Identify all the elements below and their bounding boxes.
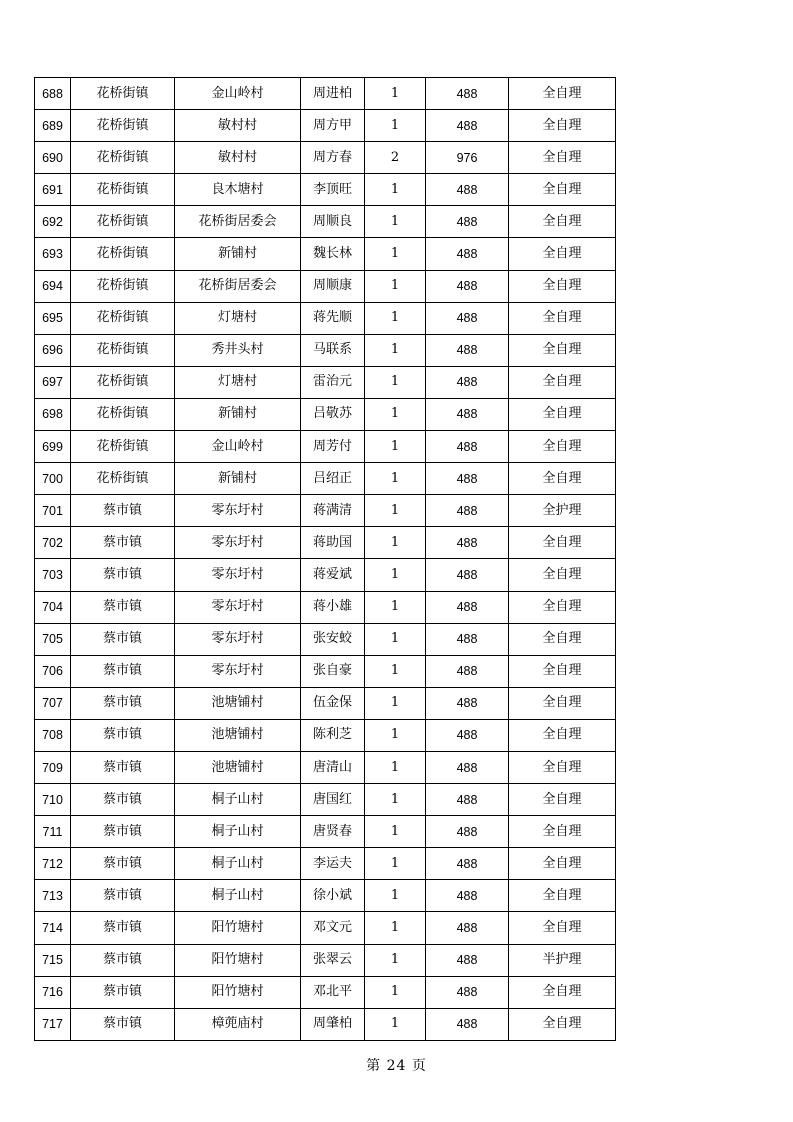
cell-index: 692 [35, 206, 71, 238]
table-row [35, 142, 616, 174]
table-row [35, 719, 616, 751]
cell-village: 灯塘村 [175, 302, 301, 334]
cell-care-type: 全自理 [509, 206, 616, 238]
cell-amount: 976 [426, 142, 509, 174]
cell-amount: 488 [426, 623, 509, 655]
cell-town: 花桥街镇 [71, 238, 175, 270]
cell-village: 池塘铺村 [175, 751, 301, 783]
cell-village: 桐子山村 [175, 784, 301, 816]
cell-amount: 488 [426, 880, 509, 912]
table-row [35, 944, 616, 976]
cell-count: 1 [365, 398, 426, 430]
cell-count: 1 [365, 880, 426, 912]
cell-village: 敏村村 [175, 142, 301, 174]
cell-amount: 488 [426, 495, 509, 527]
cell-care-type: 全自理 [509, 848, 616, 880]
cell-name: 唐贤春 [301, 816, 365, 848]
table-row [35, 495, 616, 527]
cell-count: 1 [365, 912, 426, 944]
cell-count: 1 [365, 623, 426, 655]
cell-care-type: 全自理 [509, 463, 616, 495]
cell-care-type: 全自理 [509, 655, 616, 687]
cell-village: 零东圩村 [175, 495, 301, 527]
cell-town: 花桥街镇 [71, 463, 175, 495]
cell-name: 周肇柏 [301, 1008, 365, 1040]
cell-name: 吕绍正 [301, 463, 365, 495]
cell-care-type: 全自理 [509, 431, 616, 463]
cell-name: 雷治元 [301, 366, 365, 398]
cell-village: 新铺村 [175, 463, 301, 495]
cell-index: 695 [35, 302, 71, 334]
cell-care-type: 全自理 [509, 1008, 616, 1040]
cell-amount: 488 [426, 912, 509, 944]
table-row [35, 880, 616, 912]
cell-care-type: 全自理 [509, 880, 616, 912]
cell-index: 705 [35, 623, 71, 655]
cell-index: 688 [35, 78, 71, 110]
cell-town: 蔡市镇 [71, 1008, 175, 1040]
cell-index: 693 [35, 238, 71, 270]
cell-care-type: 全自理 [509, 976, 616, 1008]
cell-village: 花桥街居委会 [175, 206, 301, 238]
cell-town: 蔡市镇 [71, 591, 175, 623]
table-row [35, 1008, 616, 1040]
cell-amount: 488 [426, 559, 509, 591]
cell-town: 蔡市镇 [71, 751, 175, 783]
cell-name: 吕敬苏 [301, 398, 365, 430]
cell-count: 1 [365, 655, 426, 687]
cell-name: 周顺康 [301, 270, 365, 302]
cell-name: 张翠云 [301, 944, 365, 976]
cell-count: 1 [365, 784, 426, 816]
cell-index: 704 [35, 591, 71, 623]
cell-name: 周芳付 [301, 431, 365, 463]
cell-index: 713 [35, 880, 71, 912]
cell-town: 花桥街镇 [71, 334, 175, 366]
cell-name: 张自豪 [301, 655, 365, 687]
cell-name: 伍金保 [301, 687, 365, 719]
cell-name: 李运夫 [301, 848, 365, 880]
cell-count: 1 [365, 816, 426, 848]
cell-care-type: 全护理 [509, 495, 616, 527]
table-row [35, 527, 616, 559]
cell-village: 樟蔸庙村 [175, 1008, 301, 1040]
cell-care-type: 全自理 [509, 270, 616, 302]
cell-village: 金山岭村 [175, 78, 301, 110]
cell-name: 陈利芝 [301, 719, 365, 751]
cell-count: 1 [365, 848, 426, 880]
cell-amount: 488 [426, 751, 509, 783]
cell-amount: 488 [426, 398, 509, 430]
cell-care-type: 全自理 [509, 78, 616, 110]
cell-care-type: 全自理 [509, 238, 616, 270]
cell-count: 1 [365, 110, 426, 142]
cell-name: 唐清山 [301, 751, 365, 783]
table-row [35, 655, 616, 687]
cell-amount: 488 [426, 655, 509, 687]
cell-village: 灯塘村 [175, 366, 301, 398]
cell-amount: 488 [426, 78, 509, 110]
cell-index: 701 [35, 495, 71, 527]
cell-amount: 488 [426, 527, 509, 559]
cell-care-type: 全自理 [509, 816, 616, 848]
cell-count: 1 [365, 431, 426, 463]
cell-name: 徐小斌 [301, 880, 365, 912]
cell-care-type: 全自理 [509, 366, 616, 398]
cell-amount: 488 [426, 270, 509, 302]
table-row [35, 431, 616, 463]
cell-care-type: 全自理 [509, 591, 616, 623]
cell-index: 714 [35, 912, 71, 944]
cell-town: 蔡市镇 [71, 976, 175, 1008]
cell-village: 敏村村 [175, 110, 301, 142]
cell-town: 蔡市镇 [71, 784, 175, 816]
cell-town: 花桥街镇 [71, 398, 175, 430]
table-row [35, 848, 616, 880]
table-row [35, 78, 616, 110]
cell-name: 魏长林 [301, 238, 365, 270]
table-row [35, 751, 616, 783]
cell-village: 桐子山村 [175, 816, 301, 848]
cell-village: 零东圩村 [175, 623, 301, 655]
cell-care-type: 全自理 [509, 623, 616, 655]
cell-town: 蔡市镇 [71, 848, 175, 880]
cell-village: 零东圩村 [175, 655, 301, 687]
cell-index: 709 [35, 751, 71, 783]
cell-amount: 488 [426, 784, 509, 816]
cell-count: 1 [365, 238, 426, 270]
cell-index: 698 [35, 398, 71, 430]
table-row [35, 398, 616, 430]
cell-village: 阳竹塘村 [175, 976, 301, 1008]
cell-index: 715 [35, 944, 71, 976]
cell-count: 1 [365, 751, 426, 783]
cell-count: 1 [365, 495, 426, 527]
table-row [35, 687, 616, 719]
cell-town: 蔡市镇 [71, 655, 175, 687]
cell-amount: 488 [426, 719, 509, 751]
cell-village: 池塘铺村 [175, 687, 301, 719]
table-row [35, 366, 616, 398]
cell-village: 新铺村 [175, 398, 301, 430]
cell-index: 691 [35, 174, 71, 206]
cell-count: 2 [365, 142, 426, 174]
cell-name: 周进柏 [301, 78, 365, 110]
cell-village: 阳竹塘村 [175, 912, 301, 944]
cell-count: 1 [365, 463, 426, 495]
cell-count: 1 [365, 559, 426, 591]
cell-index: 707 [35, 687, 71, 719]
cell-index: 699 [35, 431, 71, 463]
cell-town: 蔡市镇 [71, 912, 175, 944]
cell-village: 桐子山村 [175, 848, 301, 880]
cell-town: 花桥街镇 [71, 270, 175, 302]
cell-town: 花桥街镇 [71, 78, 175, 110]
cell-amount: 488 [426, 463, 509, 495]
cell-name: 邓北平 [301, 976, 365, 1008]
page-number: 第 24 页 [366, 1058, 427, 1074]
table-row [35, 270, 616, 302]
cell-town: 蔡市镇 [71, 880, 175, 912]
cell-care-type: 全自理 [509, 142, 616, 174]
table-row [35, 591, 616, 623]
cell-name: 蒋先顺 [301, 302, 365, 334]
cell-care-type: 全自理 [509, 719, 616, 751]
cell-amount: 488 [426, 302, 509, 334]
cell-name: 蒋小雄 [301, 591, 365, 623]
cell-town: 花桥街镇 [71, 142, 175, 174]
cell-count: 1 [365, 976, 426, 1008]
cell-name: 周方甲 [301, 110, 365, 142]
cell-village: 零东圩村 [175, 591, 301, 623]
cell-town: 花桥街镇 [71, 431, 175, 463]
cell-index: 706 [35, 655, 71, 687]
cell-town: 蔡市镇 [71, 623, 175, 655]
cell-count: 1 [365, 366, 426, 398]
cell-count: 1 [365, 174, 426, 206]
cell-town: 蔡市镇 [71, 559, 175, 591]
cell-index: 708 [35, 719, 71, 751]
cell-index: 712 [35, 848, 71, 880]
cell-count: 1 [365, 527, 426, 559]
cell-index: 711 [35, 816, 71, 848]
cell-care-type: 全自理 [509, 784, 616, 816]
cell-town: 蔡市镇 [71, 527, 175, 559]
cell-count: 1 [365, 78, 426, 110]
cell-count: 1 [365, 270, 426, 302]
cell-index: 689 [35, 110, 71, 142]
cell-town: 花桥街镇 [71, 366, 175, 398]
table-row [35, 784, 616, 816]
cell-index: 697 [35, 366, 71, 398]
cell-amount: 488 [426, 944, 509, 976]
cell-index: 694 [35, 270, 71, 302]
cell-name: 蒋爱斌 [301, 559, 365, 591]
cell-care-type: 全自理 [509, 751, 616, 783]
cell-amount: 488 [426, 1008, 509, 1040]
cell-name: 蒋助国 [301, 527, 365, 559]
cell-index: 700 [35, 463, 71, 495]
cell-town: 蔡市镇 [71, 944, 175, 976]
cell-amount: 488 [426, 366, 509, 398]
cell-name: 邓文元 [301, 912, 365, 944]
cell-care-type: 全自理 [509, 334, 616, 366]
table-body [35, 78, 616, 1041]
cell-name: 蒋满清 [301, 495, 365, 527]
cell-town: 花桥街镇 [71, 174, 175, 206]
cell-index: 716 [35, 976, 71, 1008]
cell-town: 蔡市镇 [71, 687, 175, 719]
cell-count: 1 [365, 687, 426, 719]
cell-count: 1 [365, 302, 426, 334]
cell-amount: 488 [426, 816, 509, 848]
table-row [35, 334, 616, 366]
cell-town: 蔡市镇 [71, 816, 175, 848]
cell-amount: 488 [426, 431, 509, 463]
cell-care-type: 全自理 [509, 527, 616, 559]
cell-village: 金山岭村 [175, 431, 301, 463]
table-row [35, 302, 616, 334]
cell-amount: 488 [426, 848, 509, 880]
cell-village: 零东圩村 [175, 527, 301, 559]
cell-care-type: 全自理 [509, 912, 616, 944]
cell-care-type: 全自理 [509, 398, 616, 430]
cell-name: 马联系 [301, 334, 365, 366]
cell-care-type: 全自理 [509, 110, 616, 142]
cell-name: 周顺良 [301, 206, 365, 238]
cell-amount: 488 [426, 110, 509, 142]
cell-amount: 488 [426, 334, 509, 366]
table-row [35, 816, 616, 848]
cell-amount: 488 [426, 206, 509, 238]
cell-amount: 488 [426, 238, 509, 270]
cell-town: 蔡市镇 [71, 495, 175, 527]
table-row [35, 174, 616, 206]
table-row [35, 623, 616, 655]
table-row [35, 976, 616, 1008]
table-row [35, 559, 616, 591]
cell-name: 唐国红 [301, 784, 365, 816]
table-row [35, 912, 616, 944]
table-row [35, 206, 616, 238]
cell-village: 良木塘村 [175, 174, 301, 206]
cell-village: 花桥街居委会 [175, 270, 301, 302]
cell-amount: 488 [426, 687, 509, 719]
cell-care-type: 全自理 [509, 302, 616, 334]
cell-town: 蔡市镇 [71, 719, 175, 751]
cell-town: 花桥街镇 [71, 302, 175, 334]
table-row [35, 110, 616, 142]
cell-index: 696 [35, 334, 71, 366]
cell-amount: 488 [426, 976, 509, 1008]
table-row [35, 238, 616, 270]
cell-name: 张安蛟 [301, 623, 365, 655]
cell-care-type: 全自理 [509, 687, 616, 719]
cell-index: 717 [35, 1008, 71, 1040]
cell-count: 1 [365, 334, 426, 366]
cell-village: 桐子山村 [175, 880, 301, 912]
cell-village: 阳竹塘村 [175, 944, 301, 976]
cell-index: 702 [35, 527, 71, 559]
cell-index: 710 [35, 784, 71, 816]
cell-count: 1 [365, 206, 426, 238]
cell-amount: 488 [426, 174, 509, 206]
cell-count: 1 [365, 944, 426, 976]
cell-index: 703 [35, 559, 71, 591]
records-table [34, 77, 616, 1041]
cell-amount: 488 [426, 591, 509, 623]
cell-name: 周方春 [301, 142, 365, 174]
cell-village: 零东圩村 [175, 559, 301, 591]
cell-care-type: 全自理 [509, 174, 616, 206]
cell-town: 花桥街镇 [71, 206, 175, 238]
cell-village: 池塘铺村 [175, 719, 301, 751]
cell-care-type: 半护理 [509, 944, 616, 976]
table-row [35, 463, 616, 495]
cell-town: 花桥街镇 [71, 110, 175, 142]
cell-count: 1 [365, 591, 426, 623]
cell-name: 李顶旺 [301, 174, 365, 206]
cell-index: 690 [35, 142, 71, 174]
cell-care-type: 全自理 [509, 559, 616, 591]
cell-village: 秀井头村 [175, 334, 301, 366]
cell-count: 1 [365, 1008, 426, 1040]
cell-village: 新铺村 [175, 238, 301, 270]
cell-count: 1 [365, 719, 426, 751]
